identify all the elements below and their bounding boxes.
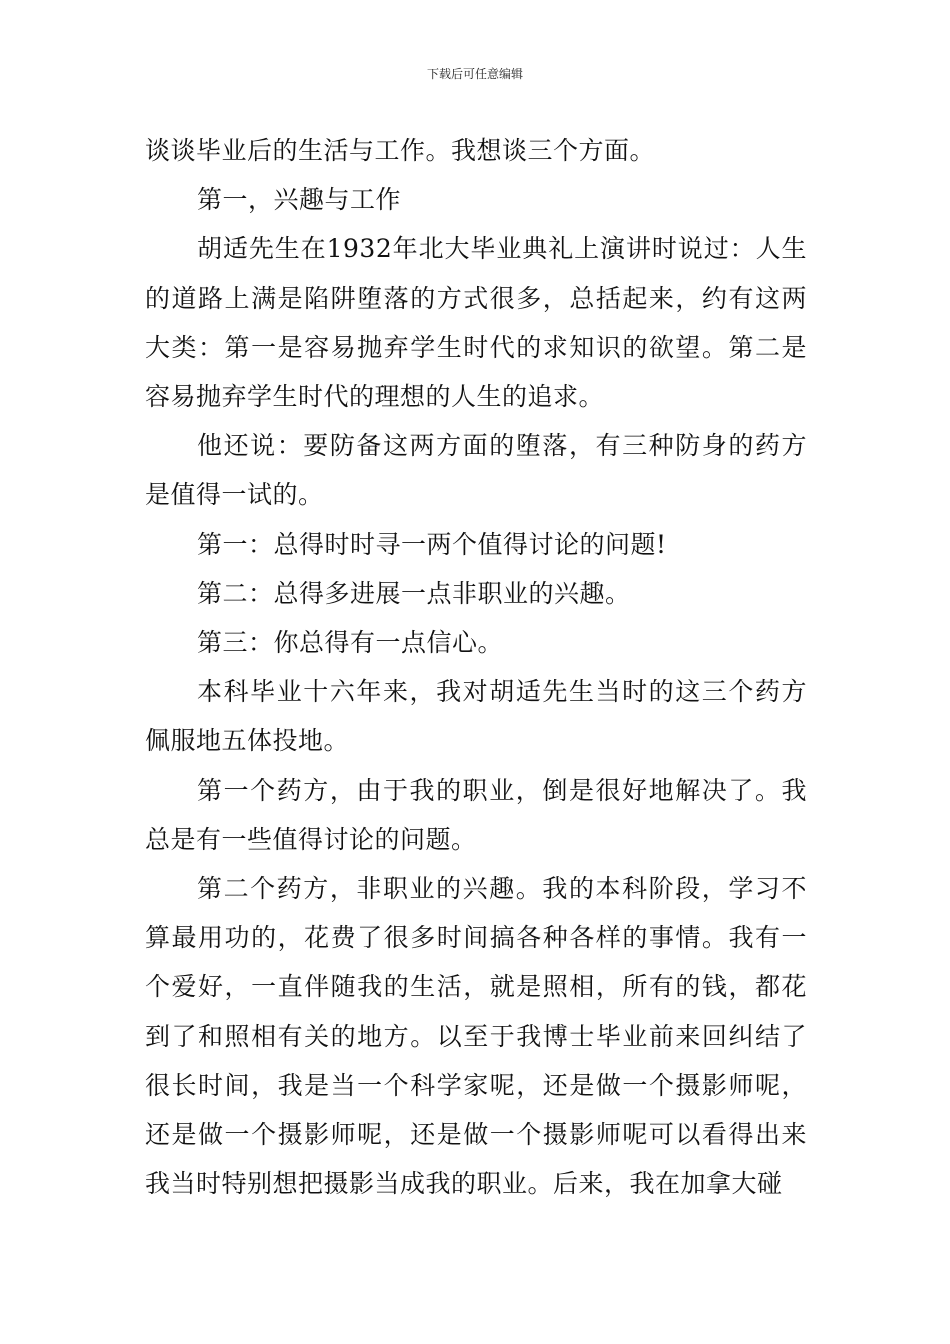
paragraph: 他还说：要防备这两方面的堕落，有三种防身的药方是值得一试的。 [145,431,807,510]
paragraph: 谈谈毕业后的生活与工作。我想谈三个方面。 [145,136,656,165]
paragraph: 胡适先生在1932年北大毕业典礼上演讲时说过：人生的道路上满是陷阱堕落的方式很多，总括起来，约有这两大类：第一是容易抛弃学生时代的求知识的欲望。第二是容易抛弃学生时代的理想的人生的追求。 [145,234,807,412]
list-item: 第二：总得多进展一点非职业的兴趣。 [197,578,631,608]
list-item: 第三：你总得有一点信心。 [197,628,504,658]
section-heading: 第一，兴趣与工作 [197,185,402,215]
list-item: 第一：总得时时寻一两个值得讨论的问题! [197,529,667,559]
paragraph: 第一个药方，由于我的职业，倒是很好地解决了。我总是有一些值得讨论的问题。 [145,775,807,854]
page-header: 下载后可任意编辑 [426,67,523,81]
paragraph: 第二个药方，非职业的兴趣。我的本科阶段，学习不算最用功的，花费了很多时间搞各种各样的事情。我有一个爱好，一直伴随我的生活，就是照相，所有的钱，都花到了和照相有关的地方。以至于我博士毕业前来回纠结了很长时间，我是当一个科学家呢，还是做一个摄影师呢，还是做一个摄影师呢，还是做一个摄影师呢可以看得出来我当时特别想把摄影当成我的职业。后来，我在加拿大碰 [145,874,807,1199]
paragraph: 本科毕业十六年来，我对胡适先生当时的这三个药方佩服地五体投地。 [145,677,807,756]
body-text [145,126,807,1208]
